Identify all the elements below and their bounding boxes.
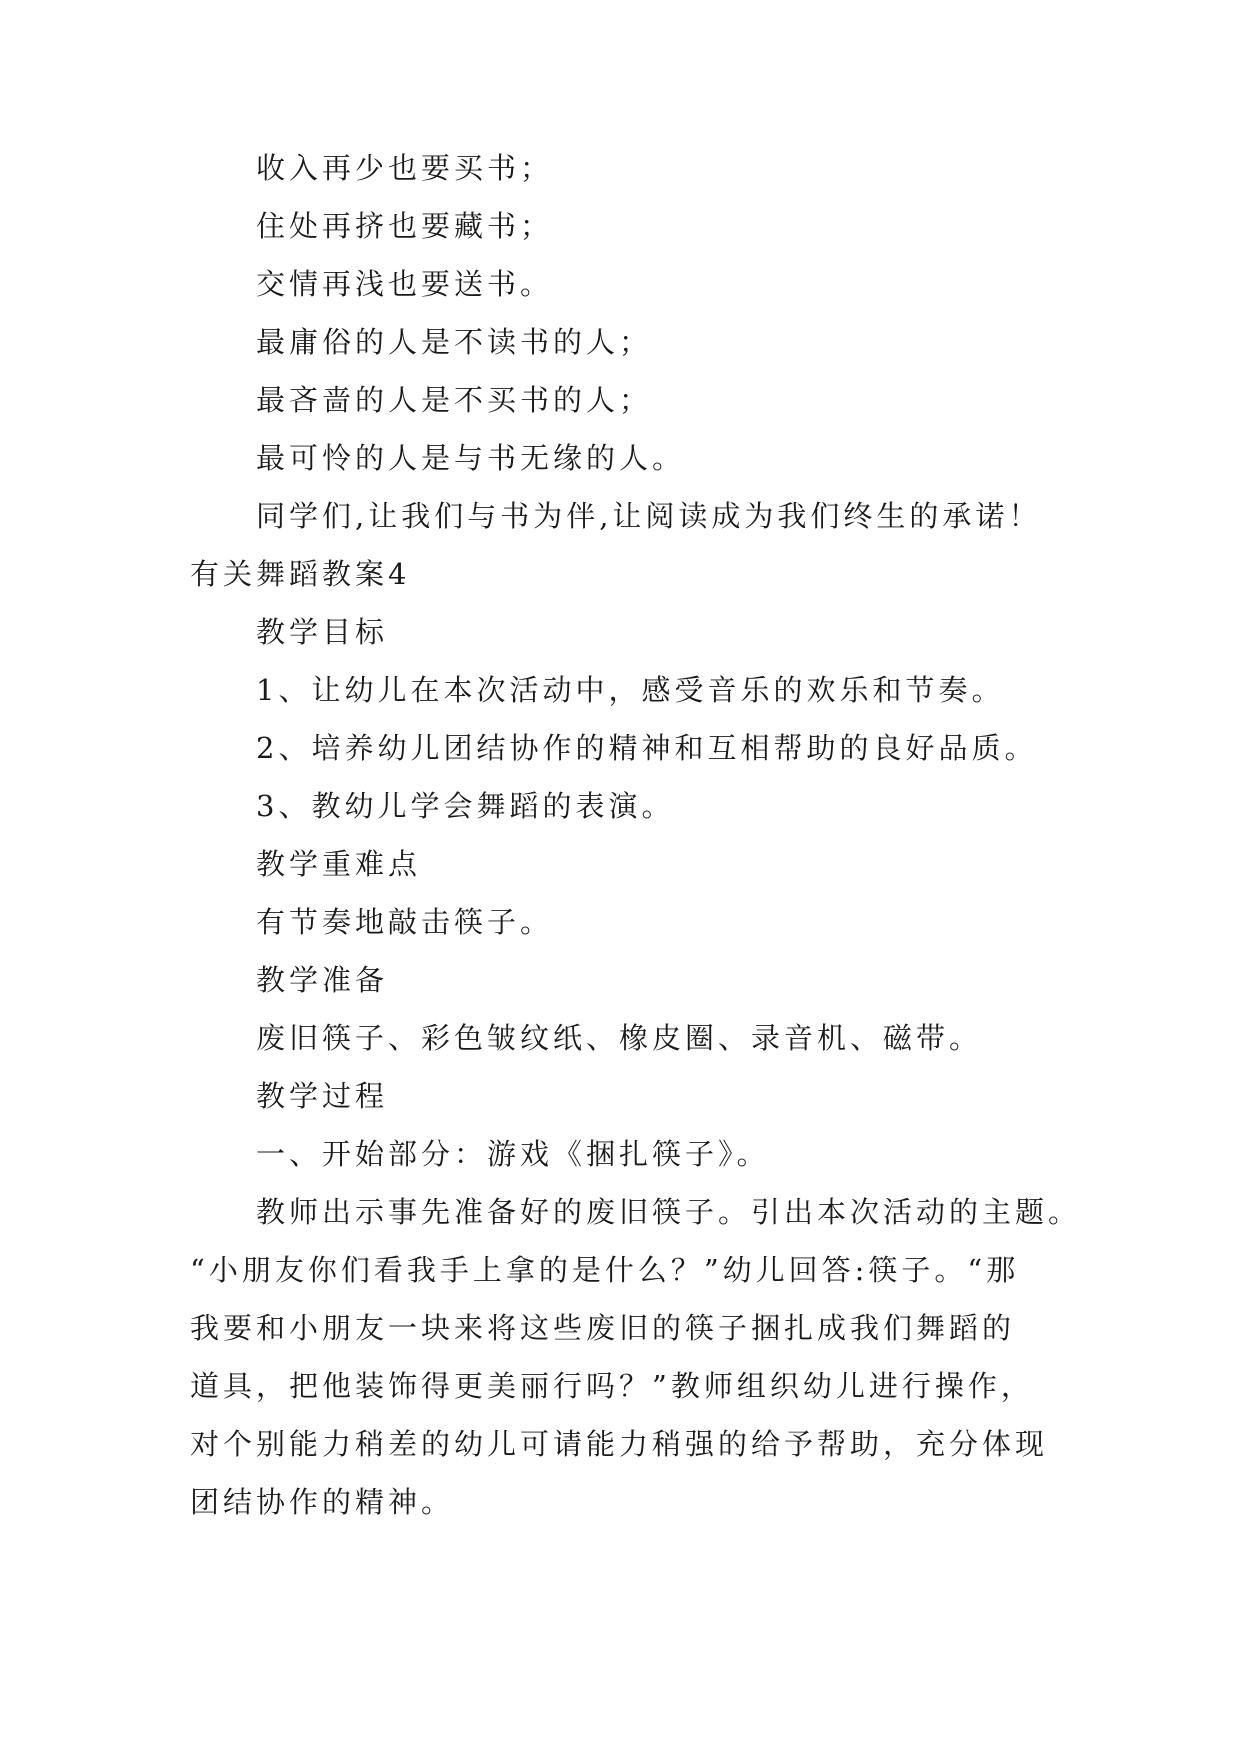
- section-title: 有关舞蹈教案4: [190, 557, 411, 591]
- paragraph-line: 我要和小朋友一块来将这些废旧的筷子捆扎成我们舞蹈的: [190, 1311, 1016, 1345]
- key-points-heading: 教学重难点: [256, 847, 422, 881]
- process-heading: 教学过程: [256, 1079, 389, 1113]
- paragraph-line: 团结协作的精神。: [190, 1485, 455, 1519]
- objective-item: 1、让幼儿在本次活动中，感受音乐的欢乐和节奏。: [256, 673, 1005, 707]
- paragraph-line: 道具，把他装饰得更美丽行吗？”教师组织幼儿进行操作，: [190, 1369, 1034, 1403]
- process-step: 一、开始部分：游戏《捆扎筷子》。: [256, 1137, 770, 1171]
- text-line: 最吝啬的人是不买书的人；: [256, 383, 653, 417]
- text-line: 同学们,让我们与书为伴,让阅读成为我们终生的承诺！: [256, 499, 1042, 533]
- text-line: 最庸俗的人是不读书的人；: [256, 325, 653, 359]
- text-line: 收入再少也要买书；: [256, 151, 554, 185]
- objectives-heading: 教学目标: [256, 615, 389, 649]
- objective-item: 2、培养幼儿团结协作的精神和互相帮助的良好品质。: [256, 731, 1038, 765]
- text-line: 最可怜的人是与书无缘的人。: [256, 441, 686, 475]
- text-line: 交情再浅也要送书。: [256, 267, 554, 301]
- preparation-text: 废旧筷子、彩色皱纹纸、橡皮圈、录音机、磁带。: [256, 1021, 983, 1055]
- objective-item: 3、教幼儿学会舞蹈的表演。: [256, 789, 675, 823]
- preparation-heading: 教学准备: [256, 963, 389, 997]
- key-points-text: 有节奏地敲击筷子。: [256, 905, 554, 939]
- text-line: 住处再挤也要藏书；: [256, 209, 554, 243]
- paragraph-line: “小朋友你们看我手上拿的是什么？”幼儿回答:筷子。“那: [190, 1253, 1020, 1287]
- paragraph-line: 对个别能力稍差的幼儿可请能力稍强的给予帮助，充分体现: [190, 1427, 1049, 1461]
- paragraph-line: 教师出示事先准备好的废旧筷子。引出本次活动的主题。: [256, 1195, 1082, 1229]
